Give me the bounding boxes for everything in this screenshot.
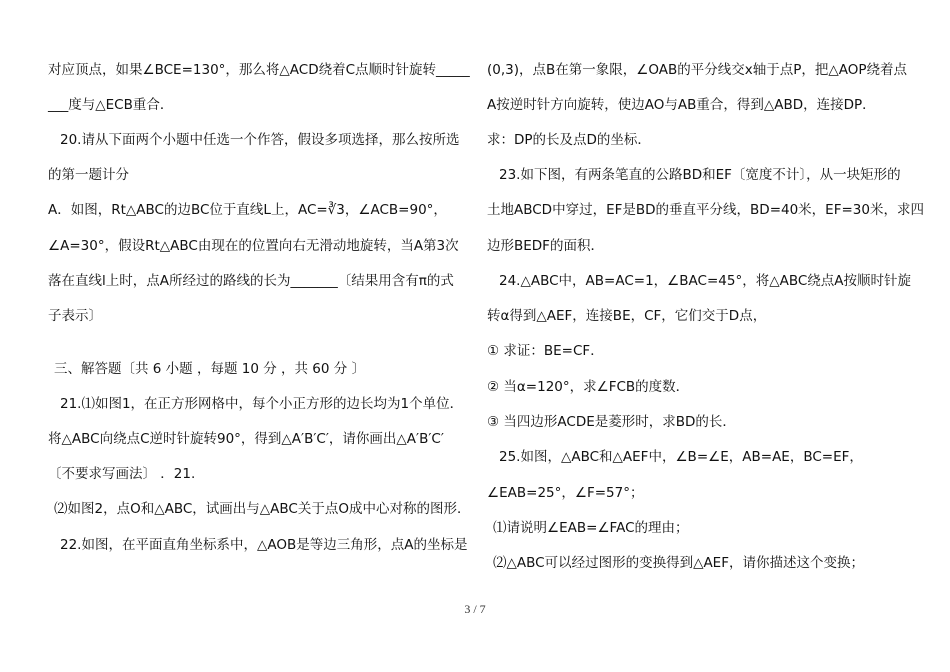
- text-line: 子表示〕: [48, 308, 102, 324]
- text-line: 对应顶点，如果∠BCE=130°，那么将△ACD绕着C点顺时针旋转_____: [48, 62, 470, 78]
- text-line: 落在直线l上时，点A所经过的路线的长为_______〔结果用含有π的式: [48, 273, 454, 289]
- text-line: 将△ABC向绕点C逆时针旋转90°，得到△A′B′C′，请你画出△A′B′C′: [48, 431, 444, 447]
- question-20: 20.请从下面两个小题中任选一个作答，假设多项选择，那么按所选: [60, 132, 460, 148]
- text-line: 转α得到△AEF，连接BE，CF，它们交于D点，: [487, 308, 767, 324]
- question-24: 24.△ABC中，AB=AC=1，∠BAC=45°，将△ABC绕点A按顺时针旋: [499, 273, 912, 289]
- text-line: ∠EAB=25°，∠F=57°；: [487, 485, 644, 501]
- text-line: 的第一题计分: [48, 167, 129, 183]
- question-23: 23.如下图，有两条笔直的公路BD和EF〔宽度不计〕，从一块矩形的: [499, 167, 901, 183]
- section-heading: 三、解答题〔共 6 小题 ，每题 10 分 ，共 60 分 〕: [54, 361, 366, 377]
- sub-question: ⑴请说明∠EAB=∠FAC的理由；: [493, 520, 689, 536]
- page-number: 3 / 7: [464, 602, 486, 616]
- text-line: ∠A=30°，假设Rt△ABC由现在的位置向右无滑动地旋转，当A第3次: [48, 238, 459, 254]
- question-22: 22.如图，在平面直角坐标系中，△AOB是等边三角形，点A的坐标是: [60, 537, 468, 553]
- sub-question: ② 当α=120°，求∠FCB的度数．: [487, 379, 690, 395]
- text-line: ⑵如图2，点O和△ABC，试画出与△ABC关于点O成中心对称的图形．: [54, 501, 471, 517]
- text-line: 〔不要求写画法〕 ．21.: [48, 466, 196, 482]
- sub-question: ⑵△ABC可以经过图形的变换得到△AEF，请你描述这个变换；: [493, 555, 864, 571]
- sub-question: ③ 当四边形ACDE是菱形时，求BD的长．: [487, 414, 736, 430]
- sub-question: ① 求证：BE=CF．: [487, 343, 604, 359]
- text-line: A按逆时针方向旋转，使边AO与AB重合，得到△ABD，连接DP．: [487, 97, 876, 113]
- question-25: 25.如图，△ABC和△AEF中，∠B=∠E，AB=AE，BC=EF，: [499, 449, 863, 465]
- text-line: (0,3)，点B在第一象限，∠OAB的平分线交x轴于点P，把△AOP绕着点: [487, 62, 908, 78]
- text-line: 土地ABCD中穿过，EF是BD的垂直平分线，BD=40米，EF=30米，求四: [487, 202, 924, 218]
- text-line: 求：DP的长及点D的坐标．: [487, 132, 651, 148]
- text-line: A．如图，Rt△ABC的边BC位于直线L上，AC=∛3，∠ACB=90°，: [48, 202, 447, 218]
- question-21: 21.⑴如图1，在正方形网格中，每个小正方形的边长均为1个单位．: [60, 396, 464, 412]
- text-line: 边形BEDF的面积．: [487, 238, 604, 254]
- text-line: ___度与△ECB重合．: [48, 97, 174, 113]
